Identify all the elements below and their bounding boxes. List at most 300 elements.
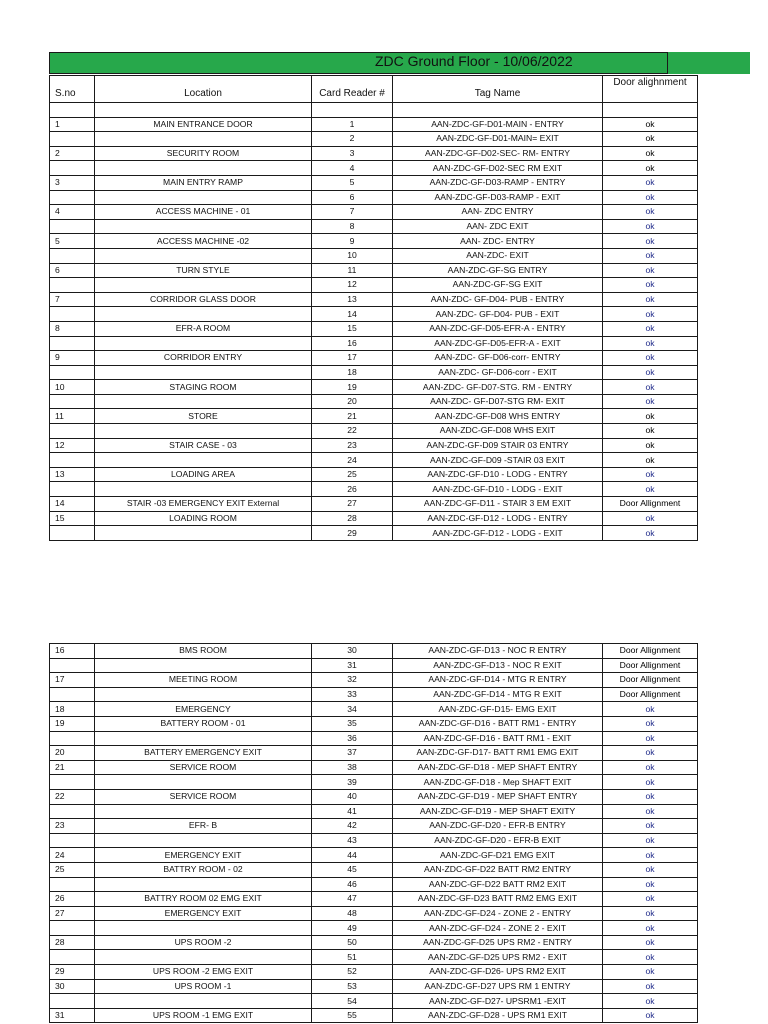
cell-card-reader: 34 — [312, 702, 393, 717]
cell-door-alignment: ok — [603, 234, 698, 249]
header-row — [50, 76, 698, 103]
cell-location — [95, 190, 312, 205]
cell-location — [95, 921, 312, 936]
table-row — [50, 497, 698, 512]
cell-location — [95, 307, 312, 322]
cell-door-alignment: ok — [603, 292, 698, 307]
cell-card-reader: 20 — [312, 394, 393, 409]
cell-location: STAIR -03 EMERGENCY EXIT External — [95, 497, 312, 512]
cell-location: SECURITY ROOM — [95, 146, 312, 161]
cell-card-reader: 31 — [312, 658, 393, 673]
cell-location: SERVICE ROOM — [95, 760, 312, 775]
cell-tag-name: AAN-ZDC-GF-D24 - ZONE 2 - ENTRY — [393, 906, 603, 921]
cell-location — [95, 526, 312, 541]
table-row — [50, 877, 698, 892]
cell-tag-name: AAN-ZDC-GF-D13 - NOC R EXIT — [393, 658, 603, 673]
cell-location — [95, 950, 312, 965]
cell-card-reader: 37 — [312, 746, 393, 761]
cell-sno: 18 — [50, 702, 95, 717]
cell-location: EMERGENCY EXIT — [95, 906, 312, 921]
cell-door-alignment: ok — [603, 906, 698, 921]
cell-location: UPS ROOM -1 — [95, 979, 312, 994]
header-sno: S.no — [50, 76, 95, 103]
cell-sno: 1 — [50, 117, 95, 132]
cell-location: CORRIDOR ENTRY — [95, 351, 312, 366]
cell-door-alignment: ok — [603, 819, 698, 834]
cell-location — [95, 424, 312, 439]
table-row — [50, 687, 698, 702]
table-row — [50, 394, 698, 409]
table-row — [50, 789, 698, 804]
table-row — [50, 409, 698, 424]
cell-door-alignment: ok — [603, 862, 698, 877]
cell-tag-name: AAN-ZDC-GF-D27- UPSRM1 -EXIT — [393, 994, 603, 1009]
title-box — [49, 52, 668, 74]
cell-door-alignment: ok — [603, 921, 698, 936]
table-row — [50, 467, 698, 482]
cell-card-reader: 17 — [312, 351, 393, 366]
cell-tag-name: AAN-ZDC-GF-D24 - ZONE 2 - EXIT — [393, 921, 603, 936]
cell-location: ACCESS MACHINE - 01 — [95, 205, 312, 220]
cell-tag-name: AAN-ZDC- GF-D07-STG. RM - ENTRY — [393, 380, 603, 395]
cell-door-alignment: ok — [603, 365, 698, 380]
table-row — [50, 219, 698, 234]
cell-sno — [50, 219, 95, 234]
cell-location: STAGING ROOM — [95, 380, 312, 395]
cell-location: SERVICE ROOM — [95, 789, 312, 804]
cell-sno — [50, 950, 95, 965]
cell-sno: 11 — [50, 409, 95, 424]
cell-sno: 8 — [50, 321, 95, 336]
cell-location — [95, 804, 312, 819]
cell-door-alignment: ok — [603, 467, 698, 482]
table-row — [50, 365, 698, 380]
cell-sno — [50, 804, 95, 819]
table-row — [50, 278, 698, 293]
cell-location: TURN STYLE — [95, 263, 312, 278]
cell-tag-name: AAN-ZDC-GF-D11 - STAIR 3 EM EXIT — [393, 497, 603, 512]
cell-card-reader: 15 — [312, 321, 393, 336]
table-row — [50, 132, 698, 147]
cell-location: MAIN ENTRANCE DOOR — [95, 117, 312, 132]
cell-tag-name: AAN-ZDC-GF-D16 - BATT RM1 - EXIT — [393, 731, 603, 746]
table-row — [50, 321, 698, 336]
cell-door-alignment: ok — [603, 848, 698, 863]
table-row — [50, 862, 698, 877]
cell-tag-name: AAN-ZDC- GF-D04- PUB - EXIT — [393, 307, 603, 322]
cell-door-alignment: ok — [603, 789, 698, 804]
cell-location: BMS ROOM — [95, 644, 312, 659]
header-location: Location — [95, 76, 312, 103]
table-row — [50, 103, 698, 118]
cell-tag-name: AAN-ZDC-GF-D03-RAMP - EXIT — [393, 190, 603, 205]
cell-card-reader: 25 — [312, 467, 393, 482]
cell-card-reader: 9 — [312, 234, 393, 249]
cell-door-alignment: Door Allignment — [603, 658, 698, 673]
cell-tag-name: AAN-ZDC-GF-D22 BATT RM2 ENTRY — [393, 862, 603, 877]
cell-card-reader: 36 — [312, 731, 393, 746]
cell-tag-name: AAN-ZDC-GF-D05-EFR-A - ENTRY — [393, 321, 603, 336]
table-row — [50, 906, 698, 921]
table-row — [50, 819, 698, 834]
cell-card-reader: 12 — [312, 278, 393, 293]
table-row — [50, 921, 698, 936]
cell-sno — [50, 482, 95, 497]
cell-card-reader — [312, 103, 393, 118]
cell-tag-name: AAN-ZDC-GF-D16 - BATT RM1 - ENTRY — [393, 716, 603, 731]
cell-card-reader: 5 — [312, 175, 393, 190]
cell-tag-name: AAN-ZDC-GF-D19 - MEP SHAFT EXITY — [393, 804, 603, 819]
cell-door-alignment: ok — [603, 950, 698, 965]
cell-card-reader: 35 — [312, 716, 393, 731]
sheet-title: ZDC Ground Floor - 10/06/2022 — [375, 53, 573, 69]
cell-tag-name: AAN-ZDC-GF-D23 BATT RM2 EMG EXIT — [393, 892, 603, 907]
cell-door-alignment: ok — [603, 511, 698, 526]
cell-location — [95, 994, 312, 1009]
cell-tag-name: AAN-ZDC-GF-D12 - LODG - EXIT — [393, 526, 603, 541]
cell-tag-name: AAN-ZDC-GF-D22 BATT RM2 EXIT — [393, 877, 603, 892]
cell-door-alignment: ok — [603, 702, 698, 717]
cell-location — [95, 731, 312, 746]
table-row — [50, 892, 698, 907]
cell-door-alignment: ok — [603, 409, 698, 424]
cell-sno: 23 — [50, 819, 95, 834]
cell-door-alignment: ok — [603, 175, 698, 190]
cell-location: UPS ROOM -1 EMG EXIT — [95, 1008, 312, 1023]
table-row — [50, 175, 698, 190]
cell-card-reader: 23 — [312, 438, 393, 453]
table-row — [50, 248, 698, 263]
cell-card-reader: 13 — [312, 292, 393, 307]
table-row — [50, 438, 698, 453]
cell-sno: 19 — [50, 716, 95, 731]
cell-door-alignment: ok — [603, 892, 698, 907]
table-row — [50, 702, 698, 717]
cell-sno: 30 — [50, 979, 95, 994]
cell-location — [95, 687, 312, 702]
table-row — [50, 979, 698, 994]
cell-sno — [50, 877, 95, 892]
cell-card-reader: 55 — [312, 1008, 393, 1023]
cell-door-alignment: ok — [603, 526, 698, 541]
cell-card-reader: 28 — [312, 511, 393, 526]
cell-location: MAIN ENTRY RAMP — [95, 175, 312, 190]
cell-door-alignment: Door Allignment — [603, 644, 698, 659]
cell-card-reader: 26 — [312, 482, 393, 497]
cell-card-reader: 1 — [312, 117, 393, 132]
table-row — [50, 205, 698, 220]
cell-sno — [50, 526, 95, 541]
cell-card-reader: 4 — [312, 161, 393, 176]
cell-location — [95, 658, 312, 673]
cell-location — [95, 103, 312, 118]
cell-door-alignment: ok — [603, 482, 698, 497]
cell-sno — [50, 336, 95, 351]
cell-door-alignment: ok — [603, 731, 698, 746]
cell-sno — [50, 394, 95, 409]
cell-card-reader: 2 — [312, 132, 393, 147]
cell-door-alignment: ok — [603, 132, 698, 147]
cell-tag-name: AAN-ZDC-GF-SG ENTRY — [393, 263, 603, 278]
cell-card-reader: 10 — [312, 248, 393, 263]
table-row — [50, 935, 698, 950]
table-row — [50, 673, 698, 688]
cell-sno: 26 — [50, 892, 95, 907]
cell-location — [95, 219, 312, 234]
cell-card-reader: 42 — [312, 819, 393, 834]
table-row — [50, 161, 698, 176]
cell-sno: 7 — [50, 292, 95, 307]
table-row — [50, 117, 698, 132]
cell-sno — [50, 921, 95, 936]
cell-sno: 21 — [50, 760, 95, 775]
cell-tag-name: AAN- ZDC EXIT — [393, 219, 603, 234]
cell-sno — [50, 248, 95, 263]
cell-tag-name: AAN-ZDC- GF-D06-corr - EXIT — [393, 365, 603, 380]
cell-sno — [50, 190, 95, 205]
cell-card-reader: 27 — [312, 497, 393, 512]
cell-location: LOADING ROOM — [95, 511, 312, 526]
cell-door-alignment: ok — [603, 877, 698, 892]
cell-location: EFR-A ROOM — [95, 321, 312, 336]
cell-card-reader: 40 — [312, 789, 393, 804]
cell-door-alignment: Door Allignment — [603, 673, 698, 688]
table-row — [50, 380, 698, 395]
cell-card-reader: 32 — [312, 673, 393, 688]
cell-tag-name: AAN-ZDC-GF-D12 - LODG - ENTRY — [393, 511, 603, 526]
table-row — [50, 965, 698, 980]
cell-door-alignment — [603, 103, 698, 118]
cell-sno — [50, 365, 95, 380]
cell-location — [95, 161, 312, 176]
table-row — [50, 336, 698, 351]
cell-sno: 28 — [50, 935, 95, 950]
cell-location — [95, 132, 312, 147]
table-row — [50, 1008, 698, 1023]
cell-tag-name — [393, 103, 603, 118]
cell-door-alignment: ok — [603, 248, 698, 263]
cell-tag-name: AAN- ZDC- ENTRY — [393, 234, 603, 249]
cell-door-alignment: ok — [603, 190, 698, 205]
cell-tag-name: AAN-ZDC-GF-D09 STAIR 03 ENTRY — [393, 438, 603, 453]
cell-tag-name: AAN-ZDC-GF-D10 - LODG - EXIT — [393, 482, 603, 497]
cell-door-alignment: ok — [603, 979, 698, 994]
cell-door-alignment: ok — [603, 424, 698, 439]
cell-location: LOADING AREA — [95, 467, 312, 482]
cell-sno: 27 — [50, 906, 95, 921]
cell-location — [95, 453, 312, 468]
cell-door-alignment: ok — [603, 146, 698, 161]
cell-location: EMERGENCY — [95, 702, 312, 717]
cell-door-alignment: ok — [603, 760, 698, 775]
cell-card-reader: 39 — [312, 775, 393, 790]
table-row — [50, 950, 698, 965]
cell-sno — [50, 453, 95, 468]
table-row — [50, 760, 698, 775]
cell-door-alignment: ok — [603, 205, 698, 220]
cell-door-alignment: ok — [603, 804, 698, 819]
cell-door-alignment: ok — [603, 438, 698, 453]
cell-door-alignment: ok — [603, 117, 698, 132]
cell-tag-name: AAN-ZDC-GF-D09 -STAIR 03 EXIT — [393, 453, 603, 468]
cell-card-reader: 38 — [312, 760, 393, 775]
cell-sno: 15 — [50, 511, 95, 526]
table-row — [50, 234, 698, 249]
table-row — [50, 424, 698, 439]
cell-tag-name: AAN- ZDC ENTRY — [393, 205, 603, 220]
cell-sno — [50, 161, 95, 176]
table-row — [50, 351, 698, 366]
cell-location — [95, 248, 312, 263]
cell-card-reader: 48 — [312, 906, 393, 921]
cell-tag-name: AAN-ZDC-GF-D28 - UPS RM1 EXIT — [393, 1008, 603, 1023]
table-row — [50, 833, 698, 848]
cell-location — [95, 877, 312, 892]
cell-door-alignment: ok — [603, 161, 698, 176]
cell-door-alignment: ok — [603, 775, 698, 790]
cell-sno: 31 — [50, 1008, 95, 1023]
table-row — [50, 658, 698, 673]
cell-card-reader: 7 — [312, 205, 393, 220]
cell-door-alignment: ok — [603, 453, 698, 468]
cell-door-alignment: ok — [603, 833, 698, 848]
cell-tag-name: AAN-ZDC-GF-D01-MAIN - ENTRY — [393, 117, 603, 132]
cell-sno — [50, 278, 95, 293]
cell-sno: 22 — [50, 789, 95, 804]
header-door-alignment: Door alighnment — [603, 76, 698, 103]
cell-card-reader: 3 — [312, 146, 393, 161]
cell-location: BATTERY EMERGENCY EXIT — [95, 746, 312, 761]
cell-sno: 20 — [50, 746, 95, 761]
cell-tag-name: AAN-ZDC-GF-D19 - MEP SHAFT ENTRY — [393, 789, 603, 804]
cell-sno: 6 — [50, 263, 95, 278]
cell-door-alignment: ok — [603, 965, 698, 980]
cell-card-reader: 21 — [312, 409, 393, 424]
cell-tag-name: AAN-ZDC-GF-D02-SEC RM EXIT — [393, 161, 603, 176]
cell-card-reader: 45 — [312, 862, 393, 877]
cell-tag-name: AAN-ZDC-GF-D08 WHS EXIT — [393, 424, 603, 439]
cell-sno — [50, 994, 95, 1009]
cell-tag-name: AAN-ZDC-GF-D14 - MTG R ENTRY — [393, 673, 603, 688]
cell-tag-name: AAN-ZDC-GF-D26- UPS RM2 EXIT — [393, 965, 603, 980]
table-row — [50, 644, 698, 659]
cell-tag-name: AAN-ZDC-GF-D13 - NOC R ENTRY — [393, 644, 603, 659]
cell-location: BATTERY ROOM - 01 — [95, 716, 312, 731]
cell-sno: 24 — [50, 848, 95, 863]
table-row — [50, 731, 698, 746]
cell-card-reader: 29 — [312, 526, 393, 541]
cell-sno: 10 — [50, 380, 95, 395]
cell-sno — [50, 731, 95, 746]
cell-tag-name: AAN-ZDC-GF-D02-SEC- RM- ENTRY — [393, 146, 603, 161]
cell-door-alignment: ok — [603, 219, 698, 234]
cell-location: EMERGENCY EXIT — [95, 848, 312, 863]
cell-sno — [50, 658, 95, 673]
table-row — [50, 848, 698, 863]
cell-tag-name: AAN-ZDC-GF-D21 EMG EXIT — [393, 848, 603, 863]
cell-location — [95, 278, 312, 293]
cell-tag-name: AAN-ZDC-GF-D27 UPS RM 1 ENTRY — [393, 979, 603, 994]
cell-tag-name: AAN-ZDC- GF-D06-corr- ENTRY — [393, 351, 603, 366]
cell-sno: 14 — [50, 497, 95, 512]
header-card-reader: Card Reader # — [312, 76, 393, 103]
table-row — [50, 526, 698, 541]
cell-card-reader: 22 — [312, 424, 393, 439]
cell-card-reader: 18 — [312, 365, 393, 380]
cell-card-reader: 50 — [312, 935, 393, 950]
cell-tag-name: AAN-ZDC-GF-D15- EMG EXIT — [393, 702, 603, 717]
cell-door-alignment: ok — [603, 321, 698, 336]
cell-tag-name: AAN-ZDC- GF-D04- PUB - ENTRY — [393, 292, 603, 307]
cell-door-alignment: ok — [603, 263, 698, 278]
cell-sno — [50, 103, 95, 118]
cell-location — [95, 833, 312, 848]
cell-door-alignment: ok — [603, 278, 698, 293]
table-row — [50, 775, 698, 790]
cell-card-reader: 8 — [312, 219, 393, 234]
cell-door-alignment: ok — [603, 336, 698, 351]
cell-location: BATTRY ROOM 02 EMG EXIT — [95, 892, 312, 907]
cell-tag-name: AAN-ZDC-GF-D01-MAIN= EXIT — [393, 132, 603, 147]
cell-card-reader: 16 — [312, 336, 393, 351]
cell-door-alignment: ok — [603, 351, 698, 366]
cell-tag-name: AAN-ZDC-GF-D08 WHS ENTRY — [393, 409, 603, 424]
cell-card-reader: 41 — [312, 804, 393, 819]
cell-tag-name: AAN-ZDC-GF-D18 - Mep SHAFT EXIT — [393, 775, 603, 790]
cell-location: STORE — [95, 409, 312, 424]
table-row — [50, 804, 698, 819]
cell-door-alignment: ok — [603, 307, 698, 322]
cell-tag-name: AAN-ZDC-GF-D10 - LODG - ENTRY — [393, 467, 603, 482]
cell-card-reader: 43 — [312, 833, 393, 848]
cell-location — [95, 482, 312, 497]
table-row — [50, 307, 698, 322]
cell-sno — [50, 424, 95, 439]
cell-sno: 13 — [50, 467, 95, 482]
table-row — [50, 146, 698, 161]
table-row — [50, 482, 698, 497]
cell-tag-name: AAN-ZDC- EXIT — [393, 248, 603, 263]
cell-tag-name: AAN-ZDC-GF-D14 - MTG R EXIT — [393, 687, 603, 702]
table-row — [50, 511, 698, 526]
cell-card-reader: 51 — [312, 950, 393, 965]
cell-card-reader: 33 — [312, 687, 393, 702]
cell-location: ACCESS MACHINE -02 — [95, 234, 312, 249]
cell-sno: 5 — [50, 234, 95, 249]
cell-card-reader: 54 — [312, 994, 393, 1009]
header-tag-name: Tag Name — [393, 76, 603, 103]
cell-door-alignment: ok — [603, 380, 698, 395]
cell-sno: 4 — [50, 205, 95, 220]
cell-sno: 17 — [50, 673, 95, 688]
cell-sno — [50, 307, 95, 322]
cell-location: MEETING ROOM — [95, 673, 312, 688]
cell-tag-name: AAN-ZDC-GF-D25 UPS RM2 - ENTRY — [393, 935, 603, 950]
cell-tag-name: AAN-ZDC-GF-D05-EFR-A - EXIT — [393, 336, 603, 351]
cell-location — [95, 394, 312, 409]
cell-location: BATTRY ROOM - 02 — [95, 862, 312, 877]
cell-tag-name: AAN-ZDC-GF-D17- BATT RM1 EMG EXIT — [393, 746, 603, 761]
cell-sno: 9 — [50, 351, 95, 366]
cell-tag-name: AAN-ZDC-GF-D03-RAMP - ENTRY — [393, 175, 603, 190]
cell-sno — [50, 833, 95, 848]
cell-tag-name: AAN-ZDC-GF-SG EXIT — [393, 278, 603, 293]
cell-location: UPS ROOM -2 — [95, 935, 312, 950]
cell-location: STAIR CASE - 03 — [95, 438, 312, 453]
table-row — [50, 292, 698, 307]
cell-card-reader: 44 — [312, 848, 393, 863]
cell-tag-name: AAN-ZDC-GF-D18 - MEP SHAFT ENTRY — [393, 760, 603, 775]
